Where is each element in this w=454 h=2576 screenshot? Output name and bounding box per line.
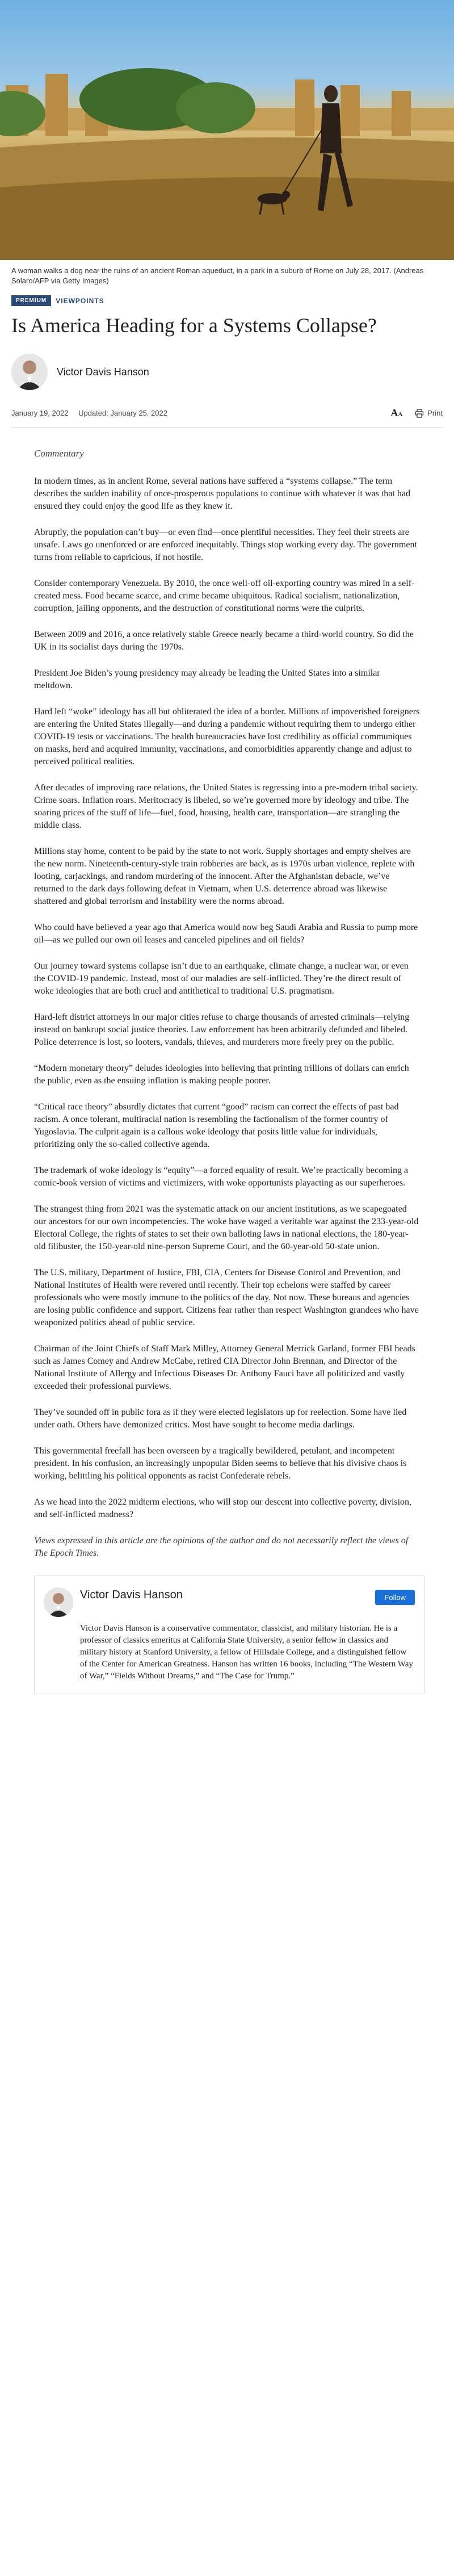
byline (11, 354, 443, 390)
paragraph: Millions stay home, content to be paid by the state to not work. Supply shortages and empty shelves are the new norm. Nineteenth-century-style train robberies are back, as is 1970s urban violence, replete with looting, carjackings, and random murdering of the innocent. After the Afghanistan debacle, we’ve returned to the dark days following defeat in Vietnam, when U.S. deterrence abroad was likewise shattered and global terrorism and instability were the norms abroad. (34, 847, 415, 906)
author-avatar[interactable] (11, 354, 48, 390)
paragraph: Who could have believed a year ago that America would now beg Saudi Arabia and Russia to pump more oil—as we pulled our own oil leases and canceled pipelines and oil fields? (34, 923, 418, 945)
opinion-disclaimer: Views expressed in this article are the opinions of the author and do not necessarily reflect the views of The Epoch Times. (34, 1536, 409, 1558)
font-size-large-icon: A (390, 407, 398, 418)
article-dates (11, 409, 175, 417)
article-kicker: Commentary (34, 448, 84, 459)
paragraph: Between 2009 and 2016, a once relatively stable Greece nearly became a third-world country. So did the UK in its socialist days during the 1970s. (34, 630, 414, 652)
article-tools (390, 407, 443, 419)
paragraph: Our journey toward systems collapse isn’t due to an earthquake, climate change, a nuclear war, or even the COVID-19 pandemic. Instead, most of our maladies are self-inflicted. They’re the direct result of woke ideologies that are both cruel and antithetical to traditional U.S. pragmatism. (34, 961, 409, 996)
paragraph: In modern times, as in ancient Rome, several nations have suffered a “systems collapse.” The term describes the sudden inability of once-prosperous populations to continue with whatever it was that had ensured they could enjoy the good life as they knew it. (34, 476, 410, 511)
paragraph: Chairman of the Joint Chiefs of Staff Mark Milley, Attorney General Merrick Garland, former FBI heads such as James Comey and Andrew McCabe, retired CIA Director John Brennan, and Director of the National Institute of Allergy and Infectious Diseases Dr. Anthony Fauci have all politicized and vastly exceeded their professional purviews. (34, 1344, 415, 1391)
image-caption: A woman walks a dog near the ruins of an ancient Roman aqueduct, in a park in a suburb of Rome on July 28, 2017. (Andreas Solaro/AFP via Getty Images) (11, 266, 424, 285)
print-label: Print (427, 409, 443, 417)
updated-date: Updated: January 25, 2022 (78, 409, 167, 417)
article-meta (11, 407, 443, 428)
paragraph: They’ve sounded off in public fora as if they were elected legislators up for reelection. Some have lied under oath. Others have demonized critics. Most have sought to become media darlings. (34, 1408, 407, 1430)
bio-header (44, 1588, 415, 1617)
paragraph: The U.S. military, Department of Justice, FBI, CIA, Centers for Disease Control and Prevention, and National Institutes of Health were revered until recently. Their top echelons were staffed by career professionals who were mostly immune to the politics of the day. Not now. These bureaus and agencies are losing public confidence and support. Citizens fear rather than respect Washington grandees who have weaponized politics ahead of public service. (34, 1268, 419, 1327)
paragraph: As we head into the 2022 midterm elections, who will stop our descent into collective poverty, division, and self-inflicted madness? (34, 1497, 412, 1519)
article-labels (11, 295, 443, 306)
paragraph: This governmental freefall has been overseen by a tragically bewildered, petulant, and incompetent president. In his confusion, an increasingly unpopular Biden seems to believe that his divisive chaos is working, belittling his political opponents as racist Confederate rebels. (34, 1446, 407, 1481)
printer-icon (415, 409, 424, 418)
paragraph: Consider contemporary Venezuela. By 2010, the once well-off oil-exporting country was mired in a self-created mess. Food became scarce, and crime became ubiquitous. Radical socialism, nationalization, corruption, jailing opponents, and the destruction of constitutional norms were the culprits. (34, 579, 415, 613)
paragraph: Hard left “woke” ideology has all but obliterated the idea of a border. Millions of impoverished foreigners are entering the United States illegally—and during a pandemic without requiring them to undergo either COVID-19 tests or vaccinations. The health bureaucracies have lost credibility as official communiques on masks, herd and acquired immunity, vaccinations, and comorbidities apparently change and adjust to perceived political realities. (34, 707, 420, 766)
print-button[interactable] (415, 409, 443, 418)
bio-text: Victor Davis Hanson is a conservative commentator, classicist, and military historian. He is a professor of classics emeritus at California State University, a senior fellow in classics and military history at Stanford University, a fellow of Hillsdale College, and a distinguished fellow of the Center for American Greatness. Hanson has written 16 books, including “The Western Way of War,” “Fields Without Dreams,” and “The Case for Trump.” (80, 1624, 413, 1681)
hero-image (0, 0, 454, 260)
hero-illustration (0, 0, 454, 260)
paragraph: The strangest thing from 2021 was the systematic attack on our ancient institutions, as we scapegoated our ancestors for our own incompetencies. The woke have waged a veritable war against the 233-year-old Electoral College, the rights of states to set their own balloting laws in national elections, the 180-year-old filibuster, the 150-year-old nine-person Supreme Court, and the 60-year-old 50-state union. (34, 1204, 419, 1251)
paragraph: Abruptly, the population can’t buy—or even find—once plentiful necessities. They feel their streets are unsafe. Laws go unenforced or are enforced inequitably. Things stop working every day. The government turns from reliable to capricious, if not hostile. (34, 527, 417, 562)
article-title: Is America Heading for a Systems Collapse? (11, 314, 377, 337)
premium-badge: PREMIUM (11, 295, 51, 306)
bio-author-name[interactable]: Victor Davis Hanson (80, 1589, 183, 1601)
font-size-small-icon: A (398, 411, 403, 418)
paragraph: Hard-left district attorneys in our major cities refuse to charge thousands of arrested criminals—relying instead on bankrupt social justice theories. Law enforcement has been arbitrarily defunded and libeled. Police deterrence is lost, so looters, vandals, thieves, and murderers more freely prey on the public. (34, 1012, 410, 1047)
article-body (0, 448, 454, 1560)
published-date: January 19, 2022 (11, 409, 69, 417)
paragraph: “Modern monetary theory” deludes ideologies into believing that printing trillions of dollars can enrich the public, even as the ensuing inflation is making people poorer. (34, 1063, 409, 1086)
paragraph: After decades of improving race relations, the United States is regressing into a pre-modern tribal society. Crime soars. Inflation roars. Meritocracy is libeled, so we’re governed more by ideology and tribe. The soaring prices of the stuff of life—fuel, food, housing, health care, transportation—are strangling the middle class. (34, 783, 418, 830)
author-bio-card (34, 1576, 424, 1694)
paragraph: “Critical race theory” absurdly dictates that current “good” racism can correct the effects of past bad racism. A once tolerant, multiracial nation is resembling the factionalism of the former country of Yugoslavia. The culprit again is a callous woke ideology that posits little value for individuals, prioritizing only the so-called collective agenda. (34, 1102, 399, 1149)
author-name[interactable]: Victor Davis Hanson (57, 366, 149, 378)
section-link[interactable]: VIEWPOINTS (56, 296, 104, 305)
follow-button[interactable]: Follow (375, 1590, 415, 1605)
paragraph: President Joe Biden’s young presidency may already be leading the United States into a similar meltdown. (34, 668, 380, 690)
font-size-button[interactable] (390, 407, 402, 419)
bio-avatar[interactable] (44, 1588, 73, 1617)
paragraph: The trademark of woke ideology is “equity”—a forced equality of result. We’re practically becoming a comic-book version of victims and victimizers, with woke opportunists playacting as our superheroes. (34, 1166, 409, 1188)
